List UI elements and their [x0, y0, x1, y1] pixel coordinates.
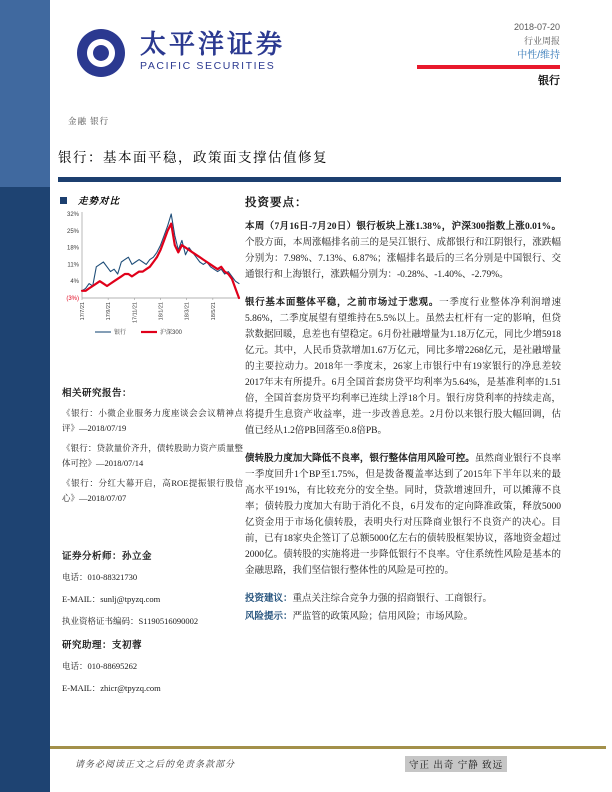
pacific-securities-logo-icon: [57, 14, 133, 88]
assistant-phone: 电话：010-88695262: [62, 661, 138, 671]
footer-divider: [50, 746, 606, 749]
svg-text:32%: 32%: [66, 212, 79, 218]
logo-name-en: PACIFIC SECURITIES: [140, 60, 276, 72]
risk-text: 严监管的政策风险；信用风险；市场风险。: [292, 612, 474, 622]
logo-name-cn: 太平洋证券: [140, 29, 286, 59]
advice-text: 重点关注综合竞争力强的招商银行、工商银行。: [292, 594, 493, 604]
svg-text:17/7/21: 17/7/21: [80, 302, 86, 321]
svg-text:18/1/21: 18/1/21: [158, 302, 165, 321]
report-meta: [417, 20, 560, 88]
related-reports: [62, 385, 243, 511]
paragraph-text: 个股方面，本周涨幅排名前三的是吴江银行、成都银行和江阴银行，涨跌幅分别为：7.98%、7.13%、6.87%；涨幅排名最后的三名分别是中国银行、交通银行和上海银行，涨跌幅分别为：-0.28%、-1.40%、-2.79%。: [245, 238, 561, 280]
sector-breadcrumb: 金融 银行: [68, 116, 110, 126]
rating-underline: [417, 65, 560, 69]
paragraph-week-review: [245, 219, 561, 283]
svg-text:(3%): (3%): [66, 296, 79, 302]
svg-text:4%: 4%: [70, 279, 79, 286]
related-report-item: 《银行：贷款量价齐升，债转股助力资产质量整体可控》—2018/07/14: [62, 443, 243, 468]
paragraph-lead: 债转股力度加大降低不良率，银行整体信用风险可控。: [245, 454, 475, 464]
svg-text:18/5/21: 18/5/21: [210, 302, 217, 321]
left-edge-bar-bottom: [0, 187, 50, 792]
report-date: 2018-07-20: [513, 22, 560, 32]
page-title: 银行：基本面平稳，政策面支撑估值修复: [58, 150, 328, 165]
left-edge-bar-top: [0, 0, 50, 187]
square-bullet-icon: [60, 197, 67, 204]
industry-rating: 中性/维持: [517, 50, 560, 61]
svg-text:银行: 银行: [114, 330, 127, 336]
assistant-name: 研究助理：支初蓉: [62, 641, 143, 651]
logo-text: [140, 30, 285, 72]
footer-motto: 守正 出奇 宁静 致远: [405, 756, 507, 772]
company-logo: [57, 14, 285, 88]
title-divider: [58, 177, 561, 182]
footer-disclaimer: 请务必阅读正文之后的免责条款部分: [75, 759, 236, 769]
paragraph-risk-control: [245, 451, 561, 579]
svg-text:沪深300: 沪深300: [160, 330, 183, 336]
trend-section-header: [60, 193, 120, 207]
svg-text:11%: 11%: [67, 262, 79, 269]
trend-chart: [57, 206, 245, 340]
investment-advice: [245, 591, 561, 607]
risk-label: 风险提示：: [245, 612, 293, 622]
paragraph-lead: 银行基本面整体平稳，之前市场过于悲观。: [245, 298, 440, 308]
paragraph-text: 一季度行业整体净利润增速5.86%，二季度展望有望维持在5.5%以上。虽然去杠杆有一定的影响，但贷款数据回暖，息差也有望稳定。6月份社融增量为1.18万亿元，同比少增5918亿元。其中，人民币贷款增加1.67万亿元，同比多增2268亿元，是社融增量的主要拉动力。2018年一季度末，26家上市银行中有19家银行的净息差较2017年末有所提升。6月全国首套房贷平均利率为5.64%，是基准利率的1.51倍，全国首套房贷平均利率已连续上浮18个月。银行房贷利率的持续走高，将提升生息资产收益率，进一步改善息差。2月份以来银行股大幅回调，估值已经从1.2倍PB回落至0.8倍PB。: [245, 298, 561, 436]
industry-name: 银行: [538, 75, 560, 87]
highlights-title: 投资要点：: [245, 197, 308, 209]
paragraph-text: 虽然商业银行不良率一季度回升1个BP至1.75%，但是拨备覆盖率达到了2015年下半年以来的最高水平191%，有比较充分的安全垫。同时，贷款增速回升，可以摊薄不良率；债转股力度加大有助于消化不良，6月发布的定向降准政策，释放5000亿资金用于市场化债转股，表明央行对压降商业银行不良资产的决心。目前，已有18家央企签订了总额5000亿左右的债转股框架协议，落地资金超过2000亿。债转股的实施将进一步降低银行不良率。守住系统性风险是基本的金融思路，我们坚信银行整体性的风险是可控的。: [245, 454, 561, 576]
investment-highlights: [245, 194, 561, 625]
risk-warning: [245, 609, 561, 625]
trend-chart-container: [57, 206, 245, 340]
report-type: 行业周报: [523, 36, 560, 46]
analyst-name: 证券分析师：孙立金: [62, 552, 153, 562]
analyst-block: [62, 548, 243, 704]
related-report-item: 《银行：分红大幕开启，高ROE提振银行股信心》—2018/07/07: [62, 478, 243, 503]
related-reports-title: 相关研究报告：: [62, 389, 133, 399]
analyst-phone: 电话：010-88321730: [62, 572, 138, 582]
related-report-item: 《银行：小微企业服务力度座谈会会议精神点评》—2018/07/19: [62, 408, 243, 433]
svg-text:18/3/21: 18/3/21: [184, 302, 191, 321]
svg-text:25%: 25%: [66, 228, 79, 235]
paragraph-lead: 本周（7月16日-7月20日）银行板块上涨1.38%，沪深300指数上涨0.01%。: [245, 222, 561, 232]
analyst-email: E-MAIL：sunlj@tpyzq.com: [62, 594, 161, 604]
trend-section-title: 走势对比: [78, 197, 121, 207]
analyst-cert: 执业资格证书编码：S1190516090002: [62, 616, 199, 626]
paragraph-fundamentals: [245, 295, 561, 439]
svg-text:17/11/21: 17/11/21: [132, 302, 139, 324]
svg-text:18%: 18%: [66, 245, 79, 252]
svg-text:17/9/21: 17/9/21: [106, 302, 113, 321]
advice-label: 投资建议：: [245, 594, 293, 604]
assistant-email: E-MAIL：zhicr@tpyzq.com: [62, 683, 161, 693]
